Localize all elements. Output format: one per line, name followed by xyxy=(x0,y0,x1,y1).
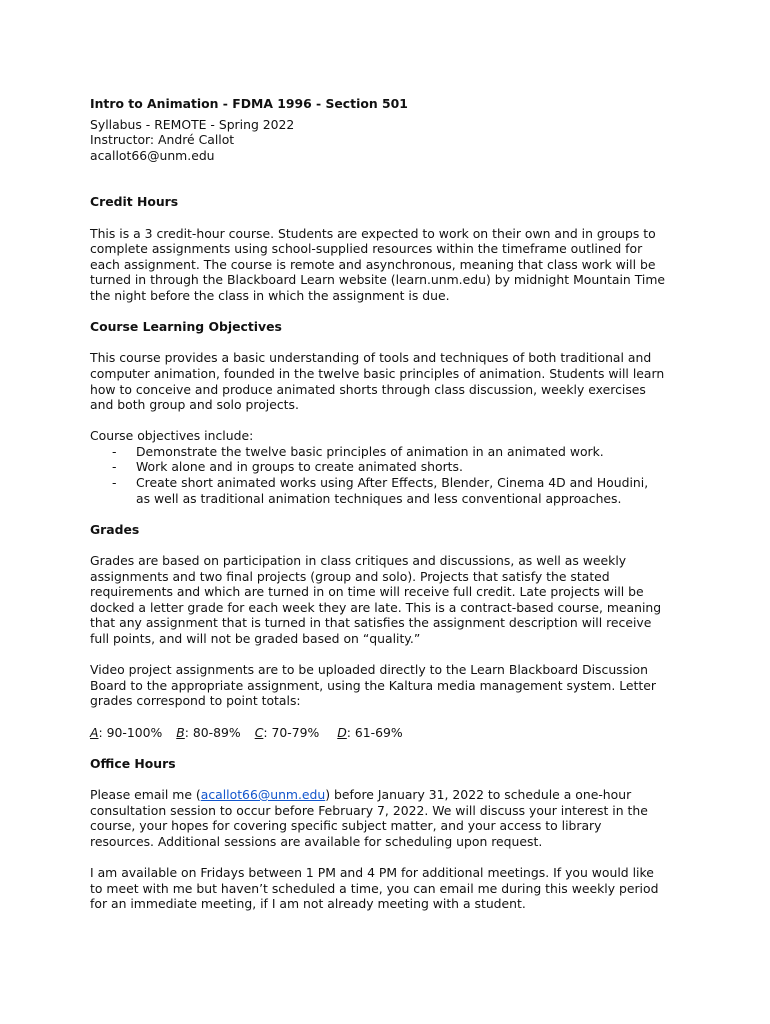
grade-d: D: 61-69% xyxy=(337,724,403,740)
availability-paragraph xyxy=(90,865,690,912)
grade-a: A: 90-100% xyxy=(90,724,163,740)
text-line: and both group and solo projects. xyxy=(90,397,299,413)
objectives-heading: Course Learning Objectives xyxy=(90,319,282,335)
text-line: turned in through the Blackboard Learn website (learn.unm.edu) by midnight Mountain Time xyxy=(90,272,666,288)
instructor-name: Instructor: André Callot xyxy=(90,132,235,148)
course-title: Intro to Animation - FDMA 1996 - Section 501 xyxy=(90,96,408,111)
text-line: This is a 3 credit-hour course. Students are expected to work on their own and in groups to xyxy=(90,225,656,241)
text-line: Grades are based on participation in class critiques and discussions, as well as weekly xyxy=(90,553,627,569)
text-line: how to conceive and produce animated shorts through class discussion, weekly exercises xyxy=(90,381,646,397)
text-line: course, your hopes for covering specific subject matter, and your access to library xyxy=(90,818,602,834)
dash-bullet: - xyxy=(112,475,117,491)
list-item-text: as well as traditional animation techniques and less conventional approaches. xyxy=(136,490,622,506)
list-item xyxy=(90,475,690,506)
text-line: I am available on Fridays between 1 PM and 4 PM for additional meetings. If you would like xyxy=(90,864,654,880)
text-line: the night before the class in which the assignment is due. xyxy=(90,287,450,303)
syllabus-subtitle: Syllabus - REMOTE - Spring 2022 xyxy=(90,116,295,132)
list-item xyxy=(90,459,690,475)
list-item-text: Work alone and in groups to create animated shorts. xyxy=(136,459,463,475)
office-hours-heading: Office Hours xyxy=(90,755,176,771)
text-line: grades correspond to point totals: xyxy=(90,693,301,709)
text-line: Board to the appropriate assignment, using the Kaltura media management system. Letter xyxy=(90,677,656,693)
objectives-list xyxy=(90,444,690,506)
grades-heading: Grades xyxy=(90,521,140,537)
text-line: computer animation, founded in the twelve basic principles of animation. Students will learn xyxy=(90,365,665,381)
text-line: assignments and two final projects (group and solo). Projects that satisfy the stated xyxy=(90,568,610,584)
text-line: docked a letter grade for each week they are late. This is a contract-based course, meaning xyxy=(90,599,662,615)
grades-paragraph xyxy=(90,553,690,647)
objectives-paragraph xyxy=(90,350,690,412)
text-line: Video project assignments are to be uploaded directly to the Learn Blackboard Discussion xyxy=(90,662,648,678)
list-item-text: Demonstrate the twelve basic principles of animation in an animated work. xyxy=(136,443,604,459)
text-line: consultation session to occur before February 7, 2022. We will discuss your interest in the xyxy=(90,802,648,818)
text-line: full points, and will not be graded based on “quality.” xyxy=(90,631,421,646)
grade-c: C: 70-79% xyxy=(254,724,320,740)
credit-hours-heading: Credit Hours xyxy=(90,194,179,210)
text-line: for an immediate meeting, if I am not already meeting with a student. xyxy=(90,896,526,912)
dash-bullet: - xyxy=(112,459,117,475)
text-line: Please email me (acallot66@unm.edu) before January 31, 2022 to schedule a one-hour xyxy=(90,786,632,802)
credit-hours-paragraph xyxy=(90,226,690,304)
grade-b: B: 80-89% xyxy=(176,724,241,740)
instructor-email: acallot66@unm.edu xyxy=(90,147,215,163)
text-line: This course provides a basic understanding of tools and techniques of both traditional and xyxy=(90,350,652,366)
list-item-text: Create short animated works using After Effects, Blender, Cinema 4D and Houdini, xyxy=(136,475,649,491)
dash-bullet: - xyxy=(112,443,117,459)
office-hours-paragraph xyxy=(90,787,690,849)
objectives-list-intro: Course objectives include: xyxy=(90,428,254,444)
text-line: each assignment. The course is remote and asynchronous, meaning that class work will be xyxy=(90,256,656,272)
text-line: that any assignment that is turned in that satisfies the assignment description will receive xyxy=(90,615,652,631)
text-line: requirements and which are turned in on time will receive full credit. Late projects will be xyxy=(90,584,644,600)
video-assignments-paragraph xyxy=(90,662,690,709)
list-item xyxy=(90,444,690,460)
text-line: to meet with me but haven’t scheduled a time, you can email me during this weekly period xyxy=(90,880,659,896)
text-line: complete assignments using school-supplied resources within the timeframe outlined for xyxy=(90,241,643,257)
email-link[interactable]: acallot66@unm.edu xyxy=(200,786,326,802)
text-line: resources. Additional sessions are available for scheduling upon request. xyxy=(90,833,543,849)
grade-scale xyxy=(90,725,690,741)
syllabus-page xyxy=(90,96,690,912)
